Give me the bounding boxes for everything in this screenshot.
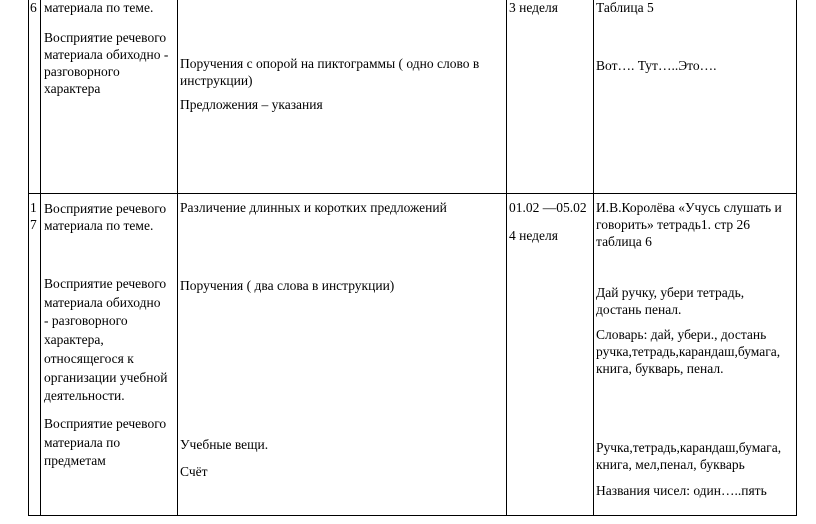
row1-theme-line-2: Восприятие речевого — [44, 30, 167, 45]
row2-content-4: Счёт — [180, 464, 208, 479]
column-divider-1 — [40, 0, 41, 516]
row1-materials-2: Вот…. Тут…..Это…. — [596, 58, 717, 73]
row2-mat1-line-3: таблица 6 — [596, 234, 652, 249]
row2-theme2-line-4: характера, — [44, 332, 104, 348]
row2-dates-week: 4 неделя — [509, 228, 558, 243]
row1-number: 6 — [30, 0, 37, 15]
row2-content-1: Различение длинных и коротких предложений — [180, 200, 447, 215]
row2-theme2-line-2: материала обиходно — [44, 294, 161, 310]
row2-mat3-line-3: книга, букварь, пенал. — [596, 361, 724, 376]
row2-mat3-line-1: Словарь: дай, убери., достань — [596, 327, 767, 342]
row1-content-line-1: Поручения с опорой на пиктограммы ( одно слово в — [180, 56, 480, 71]
row2-number-line-2: 7 — [30, 217, 37, 232]
row2-theme2-line-1: Восприятие речевого — [44, 276, 167, 291]
row2-theme1-line-1: Восприятие речевого — [44, 201, 167, 216]
row2-dates-line-1: 01.02 —05.02 — [509, 200, 587, 215]
row2-content-3: Учебные вещи. — [180, 437, 269, 452]
table-border-bottom — [28, 515, 797, 516]
row2-theme1-line-2: материала по теме. — [44, 218, 154, 233]
row2-dates — [509, 199, 587, 216]
table-border-left — [28, 0, 29, 516]
row1-theme-line-4: разговорного — [44, 64, 120, 79]
row1-content — [180, 55, 479, 89]
row2-mat4-line-2: книга, мел,пенал, букварь — [596, 457, 745, 472]
row2-theme2-line-6: организации учебной — [44, 369, 168, 385]
row1-theme-line-5: характера — [44, 81, 101, 96]
row2-theme3-line-3: предметам — [44, 453, 106, 469]
row1-content-extra: Предложения – указания — [180, 97, 323, 112]
row2-mat3-line-2: ручка,тетрадь,карандаш,бумага, — [596, 344, 781, 359]
row2-mat2-line-1: Дай ручку, убери тетрадь, — [596, 285, 745, 300]
row2-mat1-line-2: говорить» тетрадь1. стр 26 — [596, 217, 751, 232]
table-border-right — [796, 0, 797, 516]
row2-theme3-line-2: материала по — [44, 434, 121, 450]
row2-mat1-line-1: И.В.Королёва «Учусь слушать и — [596, 200, 782, 215]
row2-materials-4 — [596, 439, 781, 473]
row2-materials-5: Названия чисел: один…..пять — [596, 483, 767, 498]
row2-theme2-line-3: - разговорного — [44, 313, 128, 329]
row1-theme-line-1: материала по теме. — [44, 0, 154, 15]
row2-materials-3 — [596, 326, 780, 377]
row2-theme-block-1 — [44, 200, 166, 234]
row2-number-line-1: 1 — [30, 200, 37, 215]
row2-theme3-line-1: Восприятие речевого — [44, 416, 167, 431]
row1-materials-1: Таблица 5 — [596, 0, 654, 15]
row2-theme-block-2 — [44, 275, 167, 406]
column-divider-4 — [593, 0, 594, 516]
column-divider-2 — [177, 0, 178, 516]
row1-theme-line-3: материала обиходно - — [44, 47, 169, 62]
row2-theme-block-3 — [44, 415, 166, 471]
row1-content-line-2: инструкции) — [180, 73, 253, 88]
row1-dates: 3 неделя — [509, 0, 558, 15]
row2-mat4-line-1: Ручка,тетрадь,карандаш,бумага, — [596, 440, 782, 455]
row2-number — [30, 199, 37, 233]
row2-mat2-line-2: достань пенал. — [596, 302, 682, 317]
row-divider — [28, 193, 797, 194]
row2-content-2: Поручения ( два слова в инструкции) — [180, 278, 395, 293]
row2-materials-2 — [596, 284, 744, 318]
column-divider-3 — [506, 0, 507, 516]
row1-theme — [44, 0, 153, 16]
row2-theme2-line-7: деятельности. — [44, 388, 125, 404]
row2-theme2-line-5: относящегося к — [44, 350, 134, 366]
row1-theme-block — [44, 29, 168, 97]
row2-materials-1 — [596, 199, 782, 250]
